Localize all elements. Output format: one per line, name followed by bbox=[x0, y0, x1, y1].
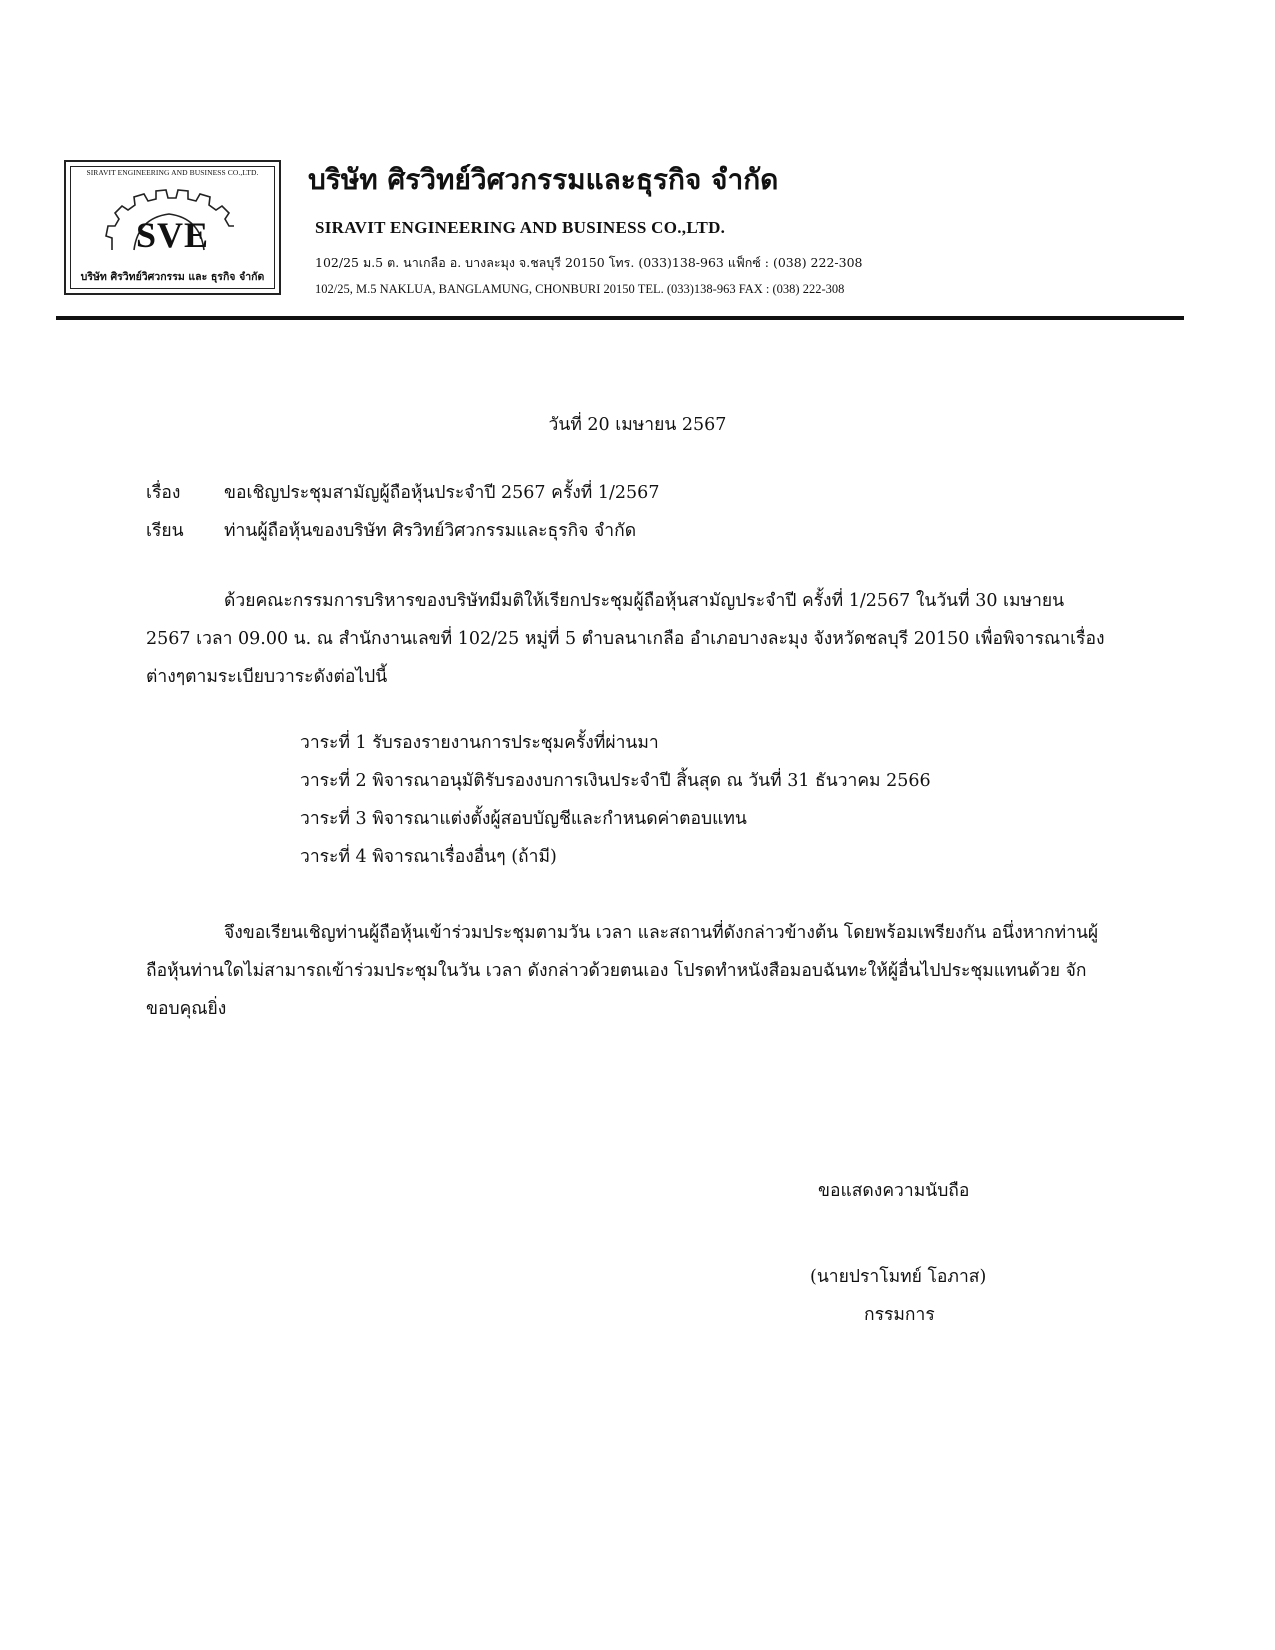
paragraph-invitation bbox=[146, 914, 1106, 1028]
company-name-thai: บริษัท ศิรวิทย์วิศวกรรมและธุรกิจ จำกัด bbox=[308, 163, 779, 196]
logo-top-text: SIRAVIT ENGINEERING AND BUSINESS CO.,LTD. bbox=[86, 168, 259, 177]
agenda-item-1: วาระที่ 1 รับรองรายงานการประชุมครั้งที่ผ่านมา bbox=[300, 733, 659, 753]
paragraph-invitation-text: จึงขอเรียนเชิญท่านผู้ถือหุ้นเข้าร่วมประชุมตามวัน เวลา และสถานที่ดังกล่าวข้างต้น โดยพร้อมเพรียงกัน อนึ่งหากท่านผู้ถือหุ้นท่านใดไม่สามารถเข้าร่วมประชุมในวัน เวลา ดังกล่าวด้วยตนเอง โปรดทำหนังสือมอบฉันทะให้ผู้อื่นไปประชุมแทนด้วย จักขอบคุณยิ่ง bbox=[146, 923, 1099, 1019]
logo-bottom-text: บริษัท ศิรวิทย์วิศวกรรม และ ธุรกิจ จำกัด bbox=[80, 271, 265, 283]
agenda-item-4: วาระที่ 4 พิจารณาเรื่องอื่นๆ (ถ้ามี) bbox=[300, 847, 557, 867]
company-name-english: SIRAVIT ENGINEERING AND BUSINESS CO.,LTD. bbox=[315, 218, 726, 237]
signatory-title: กรรมการ bbox=[864, 1305, 935, 1325]
letter-date: วันที่ 20 เมษายน 2567 bbox=[548, 415, 727, 435]
subject-text: ขอเชิญประชุมสามัญผู้ถือหุ้นประจำปี 2567 ครั้งที่ 1/2567 bbox=[224, 483, 660, 503]
closing-salutation: ขอแสดงความนับถือ bbox=[818, 1181, 970, 1201]
header-divider bbox=[56, 316, 1184, 320]
subject-label: เรื่อง bbox=[146, 483, 181, 503]
agenda-item-2: วาระที่ 2 พิจารณาอนุมัติรับรองงบการเงินประจำปี สิ้นสุด ณ วันที่ 31 ธันวาคม 2566 bbox=[300, 771, 931, 791]
paragraph-intro bbox=[146, 582, 1106, 696]
signatory-name: (นายปราโมทย์ โอภาส) bbox=[810, 1267, 987, 1287]
paragraph-intro-text: ด้วยคณะกรรมการบริหารของบริษัทมีมติให้เรียกประชุมผู้ถือหุ้นสามัญประจำปี ครั้งที่ 1/2567 ในวันที่ 30 เมษายน 2567 เวลา 09.00 น. ณ สำนักงานเลขที่ 102/25 หมู่ที่ 5 ตำบลนาเกลือ อำเภอบางละมุง จังหวัดชลบุรี 20150 เพื่อพิจารณาเรื่องต่างๆตามระเบียบวาระดังต่อไปนี้ bbox=[146, 591, 1105, 687]
company-logo bbox=[64, 160, 281, 295]
logo-initials: SVE bbox=[135, 215, 210, 255]
agenda-item-3: วาระที่ 3 พิจารณาแต่งตั้งผู้สอบบัญชีและกำหนดค่าตอบแทน bbox=[300, 809, 747, 829]
address-thai: 102/25 ม.5 ต. นาเกลือ อ. บางละมุง จ.ชลบุรี 20150 โทร. (033)138-963 แฟ็กซ์ : (038) 222-308 bbox=[315, 255, 863, 270]
address-english: 102/25, M.5 NAKLUA, BANGLAMUNG, CHONBURI 20150 TEL. (033)138-963 FAX : (038) 222-308 bbox=[315, 282, 845, 296]
recipient-label: เรียน bbox=[146, 521, 184, 541]
recipient-text: ท่านผู้ถือหุ้นของบริษัท ศิรวิทย์วิศวกรรมและธุรกิจ จำกัด bbox=[224, 521, 637, 541]
